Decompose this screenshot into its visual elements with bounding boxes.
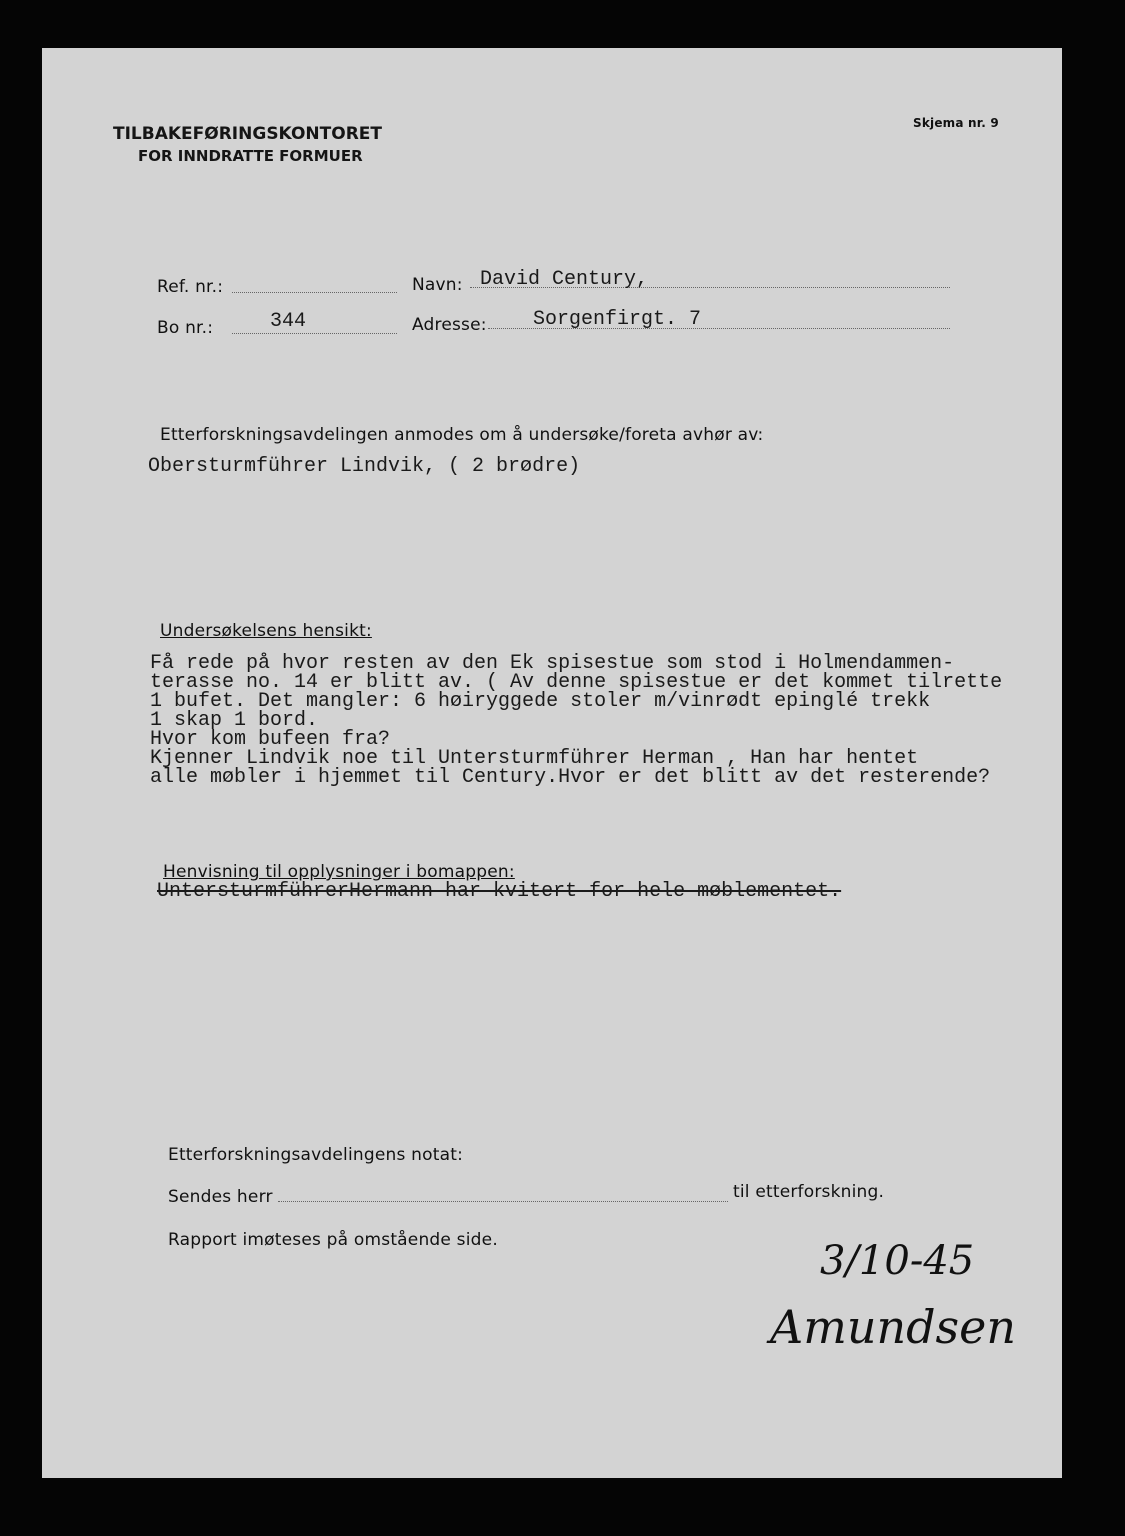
org-subtitle: FOR INNDRATTE FORMUER <box>138 147 363 165</box>
purpose-line: terasse no. 14 er blitt av. ( Av denne spisestue er det kommet tilrette <box>150 671 1003 694</box>
ref-label: Ref. nr.: <box>157 277 224 297</box>
bo-field-line <box>232 333 397 334</box>
purpose-line: Få rede på hvor resten av den Ek spisestue som stod i Holmendammen- <box>150 652 955 675</box>
request-value: Obersturmführer Lindvik, ( 2 brødre) <box>148 455 581 478</box>
handwritten-date: 3/10-45 <box>820 1238 975 1284</box>
bo-value: 344 <box>270 310 307 333</box>
reference-label: Henvisning til opplysninger i bomappen: <box>163 862 515 882</box>
purpose-text <box>150 654 1002 787</box>
purpose-line: alle møbler i hjemmet til Century.Hvor er det blitt av det resterende? <box>150 766 991 789</box>
ref-field-line <box>232 292 397 293</box>
org-name: TILBAKEFØRINGSKONTORET <box>113 124 382 144</box>
purpose-line: 1 bufet. Det mangler: 6 høiryggede stoler m/vinrødt epinglé trekk <box>150 690 931 713</box>
bo-label: Bo nr.: <box>157 318 214 338</box>
address-label: Adresse: <box>412 315 487 335</box>
signature: Amundsen <box>770 1300 1016 1354</box>
request-label: Etterforskningsavdelingen anmodes om å undersøke/foreta avhør av: <box>160 425 764 445</box>
name-label: Navn: <box>412 275 463 295</box>
purpose-line: 1 skap 1 bord. <box>150 709 319 732</box>
report-label: Rapport imøteses på omstående side. <box>168 1230 498 1250</box>
purpose-label: Undersøkelsens hensikt: <box>160 621 372 641</box>
notes-label: Etterforskningsavdelingens notat: <box>168 1145 464 1165</box>
send-suffix: til etterforskning. <box>733 1182 885 1202</box>
reference-value: UntersturmführerHermann har kvitert for hele møblementet. <box>157 880 842 903</box>
send-field-line <box>278 1201 728 1202</box>
name-value: David Century, <box>480 268 649 291</box>
send-label: Sendes herr <box>168 1187 273 1207</box>
purpose-line: Hvor kom bufeen fra? <box>150 728 391 751</box>
address-value: Sorgenfirgt. 7 <box>533 308 702 331</box>
form-number: Skjema nr. 9 <box>913 116 999 130</box>
purpose-line: Kjenner Lindvik noe til Untersturmführer Herman , Han har hentet <box>150 747 919 770</box>
